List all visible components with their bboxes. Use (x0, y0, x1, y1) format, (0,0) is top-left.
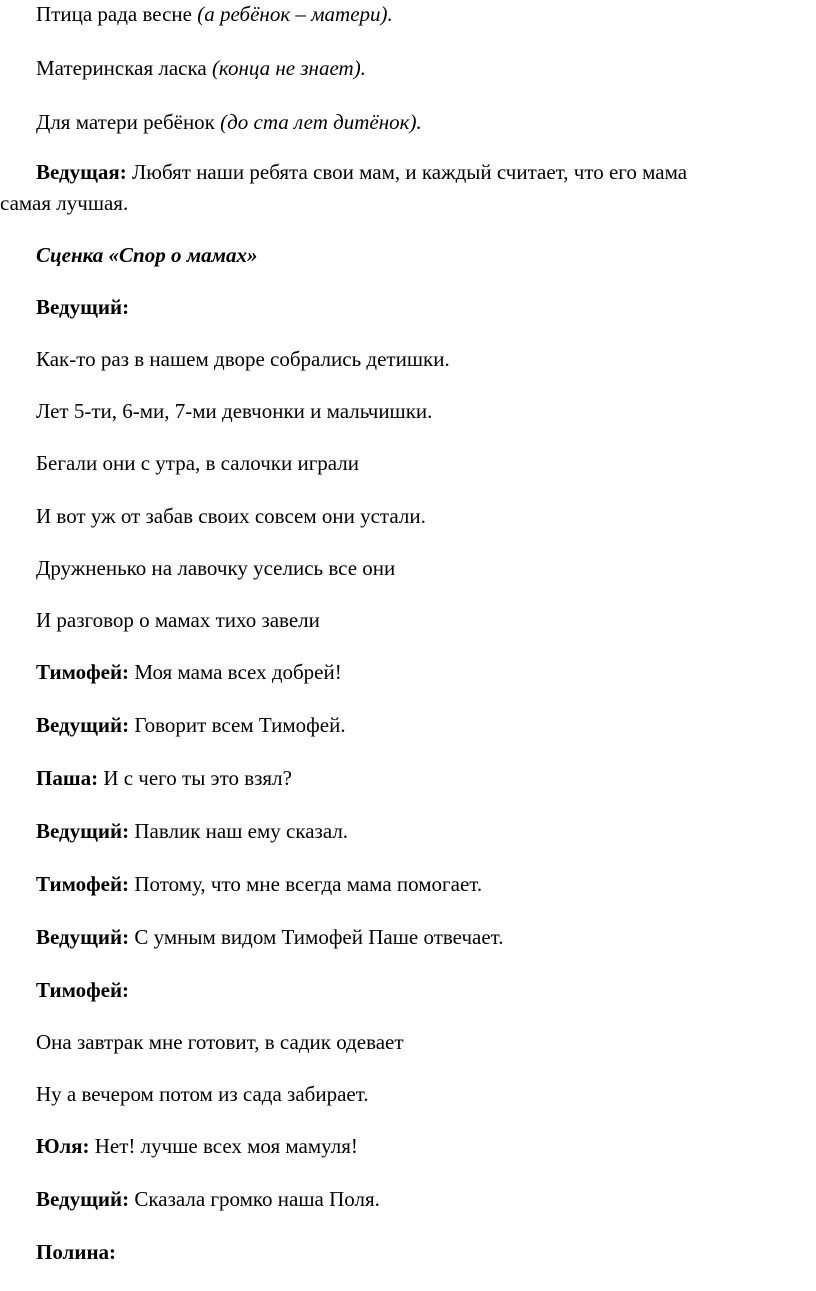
speaker-label: Тимофей: (36, 660, 130, 684)
dialogue-line: Ведущий: С умным видом Тимофей Паше отвечает. (36, 925, 504, 949)
dialogue-line: Тимофей: Моя мама всех добрей! (36, 660, 342, 684)
speaker-heading: Полина: (36, 1240, 117, 1264)
verse-line: Лет 5-ти, 6-ми, 7-ми девчонки и мальчишки. (36, 399, 433, 423)
host-intro-line-2: самая лучшая. (0, 191, 129, 215)
proverb-ending: (до ста лет дитёнок). (220, 110, 422, 134)
speaker-label: Юля: (36, 1134, 90, 1158)
verse-line: И вот уж от забав своих совсем они устали. (36, 504, 426, 528)
speaker-heading: Ведущий: (36, 295, 130, 319)
dialogue-line: Ведущий: Говорит всем Тимофей. (36, 713, 346, 737)
proverb-line: Птица рада весне (а ребёнок – матери). (36, 2, 393, 26)
verse-line: Она завтрак мне готовит, в садик одевает (36, 1030, 404, 1054)
speaker-label: Ведущий: (36, 925, 130, 949)
dialogue-line: Юля: Нет! лучше всех моя мамуля! (36, 1134, 358, 1158)
speaker-heading: Тимофей: (36, 978, 130, 1002)
verse-line: Ну а вечером потом из сада забирает. (36, 1082, 369, 1106)
scene-title: Сценка «Спор о мамах» (36, 243, 258, 267)
dialogue-line: Ведущий: Павлик наш ему сказал. (36, 819, 349, 843)
proverb-ending: (а ребёнок – матери). (197, 2, 393, 26)
dialogue-line: Ведущий: Сказала громко наша Поля. (36, 1187, 380, 1211)
speaker-label: Ведущий: (36, 713, 130, 737)
host-intro-line-1: Ведущая: Любят наши ребята свои мам, и каждый считает, что его мама (36, 160, 688, 184)
speaker-label: Ведущий: (36, 1187, 130, 1211)
speaker-label: Тимофей: (36, 872, 130, 896)
proverb-ending: (конца не знает). (211, 56, 366, 80)
verse-line: Как-то раз в нашем дворе собрались детишки. (36, 347, 450, 371)
proverb-line: Материнская ласка (конца не знает). (36, 56, 366, 80)
speaker-label: Ведущий: (36, 819, 130, 843)
verse-line: Бегали они с утра, в салочки играли (36, 451, 360, 475)
dialogue-line: Тимофей: Потому, что мне всегда мама помогает. (36, 872, 483, 896)
dialogue-line: Паша: И с чего ты это взял? (36, 766, 292, 790)
speaker-label: Паша: (36, 766, 99, 790)
verse-line: И разговор о мамах тихо завели (36, 608, 320, 632)
verse-line: Дружненько на лавочку уселись все они (36, 556, 396, 580)
speaker-label: Ведущая: (36, 160, 127, 184)
proverb-line: Для матери ребёнок (до ста лет дитёнок). (36, 110, 422, 134)
